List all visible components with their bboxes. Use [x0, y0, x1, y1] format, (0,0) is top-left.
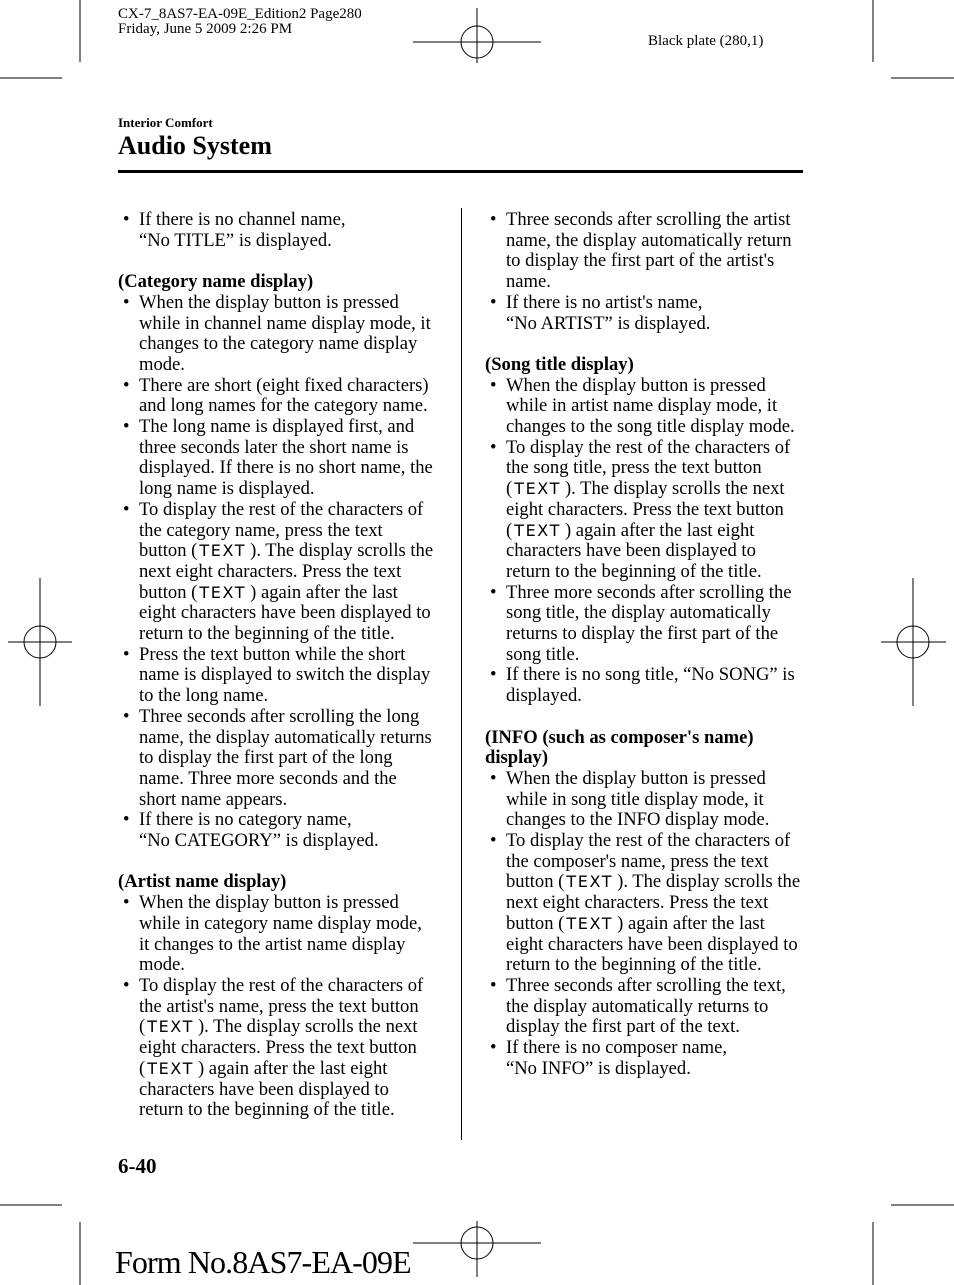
- block-heading: (INFO (such as composer's name) display): [485, 726, 754, 769]
- title-rule: [118, 170, 803, 173]
- bullet-text: Three seconds after scrolling the text, the display automatically returns to display the first part of the text.: [506, 974, 786, 1038]
- bullet-text: When the display button is pressed while in channel name display mode, it changes to the category name display mode.: [139, 291, 431, 375]
- bullet-item: [485, 376, 815, 438]
- bullet-item: [485, 1038, 815, 1079]
- bullet-list: [485, 376, 815, 707]
- black-plate-label: Black plate (280,1): [648, 33, 764, 49]
- bullet-item: [485, 769, 815, 831]
- bullet-text: If there is no artist's name, “No ARTIST” is displayed.: [506, 291, 711, 334]
- bullet-item: [118, 976, 454, 1121]
- text-button-icon: TEXT: [514, 520, 561, 540]
- bullet-text: There are short (eight fixed characters) and long names for the category name.: [139, 374, 429, 417]
- page-number: 6-40: [118, 1154, 157, 1178]
- bullet-text: ) again after the last eight characters have been displayed to return to the beginning of the title.: [139, 581, 431, 645]
- text-button-icon: TEXT: [199, 582, 247, 602]
- bullet-text: Three seconds after scrolling the long name, the display automatically returns to display the first part of the long name. Three more seconds and the short name appears.: [139, 705, 432, 810]
- bullet-text: If there is no song title, “No SONG” is displayed.: [506, 664, 795, 707]
- print-file-line: CX-7_8AS7-EA-09E_Edition2 Page280: [118, 6, 362, 22]
- bullet-text: To display the rest of the characters of the song title, press the text button (: [506, 436, 791, 500]
- content-block: [485, 728, 815, 1080]
- text-button-icon: TEXT: [514, 479, 561, 499]
- bullet-text: ) again after the last eight characters have been displayed to return to the beginning of the title.: [506, 912, 798, 976]
- crop-mark-bottom-right: [873, 1205, 954, 1285]
- bullet-item: [485, 665, 815, 706]
- bullet-text: The long name is displayed first, and three seconds later the short name is displayed. If there is no short name, the long name is displayed.: [139, 416, 433, 500]
- print-info: [118, 7, 362, 37]
- bullet-text: If there is no composer name, “No INFO” is displayed.: [506, 1037, 727, 1079]
- bullet-item: [118, 210, 454, 251]
- crop-mark-bottom-left: [0, 1205, 80, 1285]
- right-column: [485, 210, 815, 1080]
- bullet-item: [485, 293, 815, 334]
- bullet-item: [485, 831, 815, 976]
- bullet-text: ). The display scrolls the next eight characters. Press the text button (: [139, 1016, 418, 1079]
- bullet-list: [118, 893, 454, 1121]
- left-column: [118, 210, 454, 1121]
- crop-mark-top-right: [873, 0, 954, 78]
- bullet-text: If there is no category name, “No CATEGORY” is displayed.: [139, 809, 379, 852]
- bullet-item: [118, 376, 454, 417]
- text-button-icon: TEXT: [147, 1017, 194, 1037]
- bullet-text: To display the rest of the characters of the artist's name, press the text button (: [139, 974, 424, 1038]
- column-divider: [461, 208, 462, 1140]
- content-block: [485, 355, 815, 707]
- text-button-icon: TEXT: [199, 541, 247, 561]
- bullet-text: Three seconds after scrolling the artist name, the display automatically return to display the first part of the artist's name.: [506, 209, 792, 293]
- bullet-text: ). The display scrolls the next eight characters. Press the text button (: [506, 478, 785, 541]
- bullet-text: When the display button is pressed while in artist name display mode, it changes to the song title display mode.: [506, 374, 795, 438]
- bullet-item: [118, 500, 454, 645]
- bullet-item: [118, 810, 454, 851]
- text-button-icon: TEXT: [147, 1058, 194, 1078]
- bullet-text: When the display button is pressed while in song title display mode, it changes to the INFO display mode.: [506, 767, 770, 831]
- bullet-item: [118, 893, 454, 976]
- block-heading: (Category name display): [118, 271, 314, 293]
- block-heading: (Artist name display): [118, 871, 287, 893]
- bullet-text: ). The display scrolls the next eight characters. Press the text button (: [139, 540, 434, 603]
- bullet-text: ) again after the last eight characters have been displayed to return to the beginning of the title.: [506, 519, 762, 582]
- bullet-list: [485, 769, 815, 1080]
- registration-mark-bottom: [413, 1221, 541, 1277]
- bullet-item: [118, 417, 454, 500]
- bullet-text: Press the text button while the short name is displayed to switch the display to the long name.: [139, 643, 431, 707]
- bullet-list: [118, 293, 454, 852]
- form-number: Form No.8AS7-EA-09E: [115, 1244, 411, 1280]
- bullet-list: [485, 210, 815, 334]
- bullet-text: Three more seconds after scrolling the song title, the display automatically returns to display the first part of the song title.: [506, 581, 792, 665]
- bullet-item: [485, 976, 815, 1038]
- bullet-item: [485, 210, 815, 293]
- page-title: Audio System: [118, 131, 272, 160]
- content-block: [118, 210, 454, 251]
- bullet-list: [118, 210, 454, 251]
- registration-mark-left: [8, 578, 72, 706]
- bullet-text: When the display button is pressed while in category name display mode, it changes to the artist name display mode.: [139, 892, 422, 976]
- bullet-item: [485, 438, 815, 583]
- content-block: [118, 872, 454, 1120]
- text-button-icon: TEXT: [566, 913, 614, 933]
- text-button-icon: TEXT: [566, 872, 614, 892]
- bullet-item: [485, 583, 815, 666]
- block-heading: (Song title display): [485, 353, 634, 375]
- section-label: Interior Comfort: [118, 115, 213, 130]
- content-block: [485, 210, 815, 334]
- bullet-text: ). The display scrolls the next eight characters. Press the text button (: [506, 871, 801, 934]
- bullet-text: To display the rest of the characters of the composer's name, press the text button (: [506, 830, 791, 893]
- registration-mark-top: [413, 8, 541, 63]
- bullet-item: [118, 707, 454, 811]
- bullet-item: [118, 293, 454, 376]
- bullet-item: [118, 645, 454, 707]
- content-block: [118, 272, 454, 852]
- bullet-text: To display the rest of the characters of the category name, press the text button (: [139, 498, 424, 562]
- bullet-text: If there is no channel name, “No TITLE” is displayed.: [139, 209, 346, 251]
- crop-mark-top-left: [0, 0, 80, 78]
- print-date-line: Friday, June 5 2009 2:26 PM: [118, 21, 293, 37]
- bullet-text: ) again after the last eight characters have been displayed to return to the beginning of the title.: [139, 1057, 395, 1121]
- registration-mark-right: [881, 578, 946, 706]
